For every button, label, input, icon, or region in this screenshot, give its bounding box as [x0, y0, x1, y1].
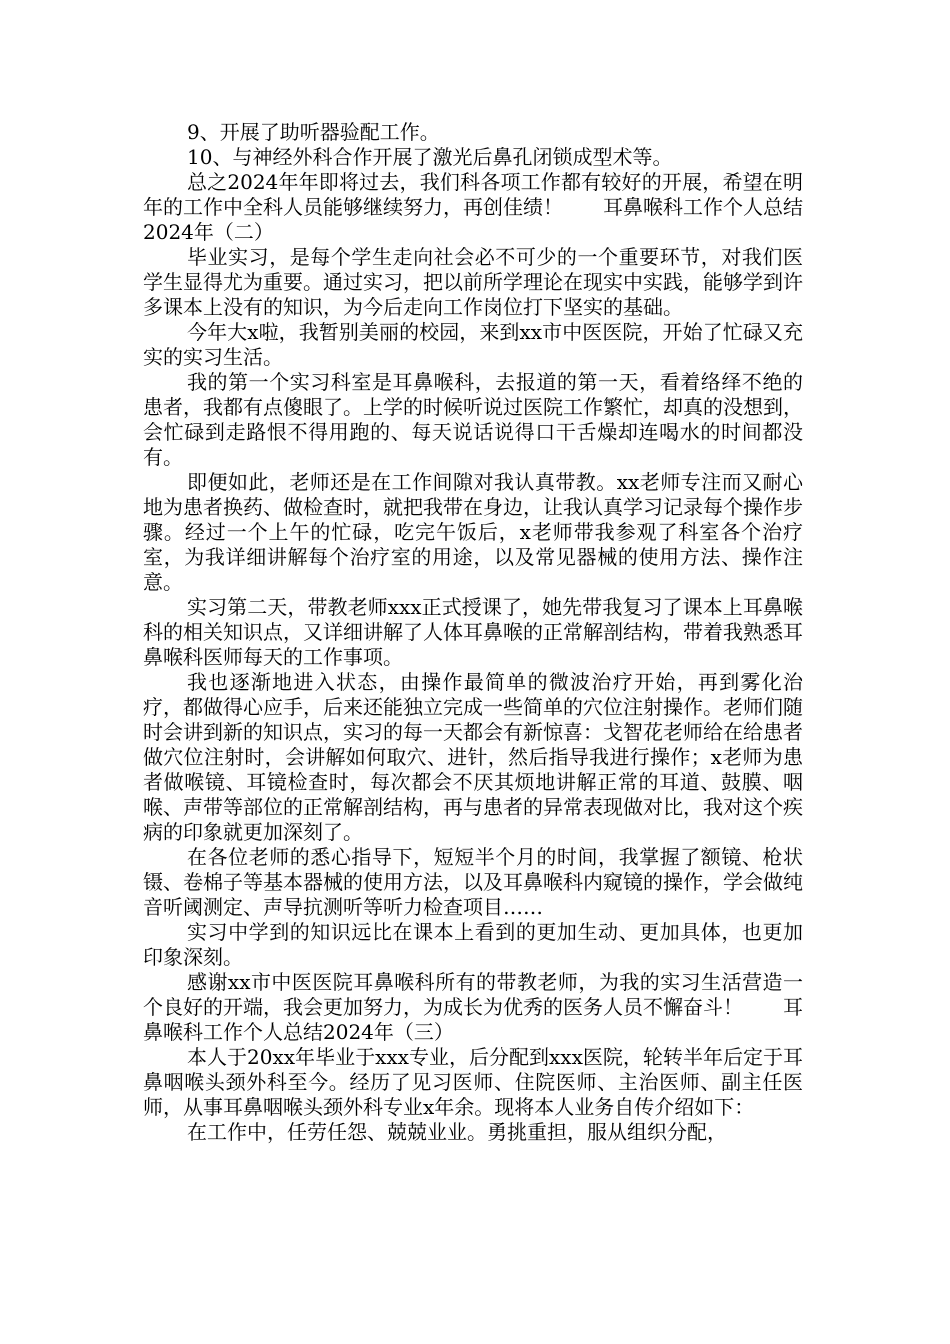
- paragraph-2: 10、与神经外科合作开展了激光后鼻孔闭锁成型术等。: [187, 145, 673, 169]
- paragraph-13: 本人于20xx年毕业于xxx专业，后分配到xxx医院，轮转半年后定于耳鼻咽喉头颈外科至今。经历了见习医师、住院医师、主治医师、副主任医师，从事耳鼻咽喉头颈外科专业x年余。现将本人业务自传介绍如下：: [143, 1045, 803, 1119]
- paragraph-14: 在工作中，任劳任怨、兢兢业业。勇挑重担，服从组织分配，: [187, 1120, 727, 1144]
- document-body: [143, 120, 803, 1145]
- paragraph-8: 实习第二天，带教老师xxx正式授课了，她先带我复习了课本上耳鼻喉科的相关知识点，又详细讲解了人体耳鼻喉的正常解剖结构，带着我熟悉耳鼻喉科医师每天的工作事项。: [143, 595, 803, 669]
- paragraph-7: 即便如此，老师还是在工作间隙对我认真带教。xx老师专注而又耐心地为患者换药、做检查时，就把我带在身边，让我认真学习记录每个操作步骤。经过一个上午的忙碌，吃完午饭后，x老师带我参观了科室各个治疗室，为我详细讲解每个治疗室的用途，以及常见器械的使用方法、操作注意。: [143, 470, 803, 594]
- paragraph-4: 毕业实习，是每个学生走向社会必不可少的一个重要环节，对我们医学生显得尤为重要。通过实习，把以前所学理论在现实中实践，能够学到许多课本上没有的知识，为今后走向工作岗位打下坚实的基础。: [143, 245, 803, 319]
- paragraph-10: 在各位老师的悉心指导下，短短半个月的时间，我掌握了额镜、枪状镊、卷棉子等基本器械的使用方法，以及耳鼻喉科内窥镜的操作，学会做纯音听阈测定、声导抗测听等听力检查项目……: [143, 845, 803, 919]
- paragraph-12: 感谢xx市中医医院耳鼻喉科所有的带教老师，为我的实习生活营造一个良好的开端，我会更加努力，为成长为优秀的医务人员不懈奋斗！ 耳鼻喉科工作个人总结2024年（三）: [143, 970, 803, 1044]
- paragraph-11: 实习中学到的知识远比在课本上看到的更加生动、更加具体，也更加印象深刻。: [143, 920, 803, 969]
- paragraph-6: 我的第一个实习科室是耳鼻喉科，去报道的第一天，看着络绎不绝的患者，我都有点傻眼了。上学的时候听说过医院工作繁忙，却真的没想到，会忙碌到走路恨不得用跑的、每天说话说得口干舌燥却连喝水的时间都没有。: [143, 370, 803, 469]
- paragraph-5: 今年大x啦，我暂别美丽的校园，来到xx市中医医院，开始了忙碌又充实的实习生活。: [143, 320, 803, 369]
- paragraph-1: 9、开展了助听器验配工作。: [187, 120, 440, 144]
- paragraph-9: 我也逐渐地进入状态，由操作最简单的微波治疗开始，再到雾化治疗，都做得心应手，后来还能独立完成一些简单的穴位注射操作。老师们随时会讲到新的知识点，实习的每一天都会有新惊喜：戈智花老师给在给患者做穴位注射时，会讲解如何取穴、进针，然后指导我进行操作；x老师为患者做喉镜、耳镜检查时，每次都会不厌其烦地讲解正常的耳道、鼓膜、咽喉、声带等部位的正常解剖结构，再与患者的异常表现做对比，我对这个疾病的印象就更加深刻了。: [143, 670, 803, 844]
- paragraph-3: 总之2024年年即将过去，我们科各项工作都有较好的开展，希望在明年的工作中全科人员能够继续努力，再创佳绩！ 耳鼻喉科工作个人总结2024年（二）: [143, 170, 803, 244]
